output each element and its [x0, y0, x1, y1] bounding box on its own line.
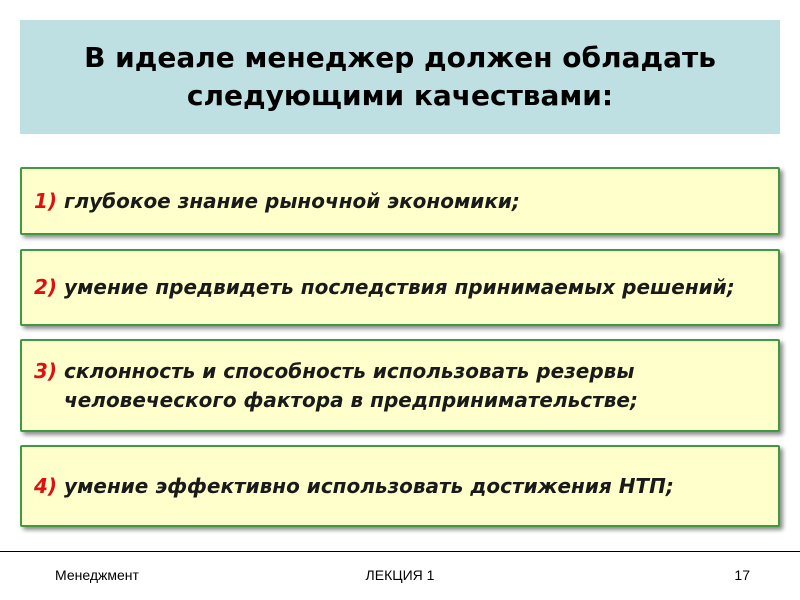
- list-item: [20, 167, 780, 235]
- footer-divider: [0, 551, 800, 552]
- list-item-text: [34, 273, 735, 302]
- list-item: [20, 249, 780, 326]
- footer-page-number: 17: [734, 567, 750, 583]
- list-item: [20, 339, 780, 432]
- slide-title: В идеале менеджер должен обладать следующими качествами:: [84, 41, 716, 112]
- footer-course-name: Менеджмент: [55, 567, 139, 583]
- list-item-text: [34, 187, 520, 216]
- list-item-text: [34, 357, 764, 415]
- footer-lecture-label: ЛЕКЦИЯ 1: [365, 567, 435, 583]
- list-item-label: умение эффективно использовать достижения НТП;: [57, 473, 674, 498]
- list-item-label: глубокое знание рыночной экономики;: [57, 188, 520, 213]
- list-item-label: склонность и способность использовать резервы человеческого фактора в предпринимательстве;: [57, 358, 638, 412]
- list-item-number: 1): [34, 188, 58, 213]
- list-item: [20, 445, 780, 527]
- title-box: [20, 20, 780, 134]
- list-item-number: 3): [34, 358, 58, 383]
- list-item-label: умение предвидеть последствия принимаемых решений;: [57, 275, 735, 299]
- list-item-number: 4): [34, 473, 58, 498]
- list-item-number: 2): [34, 275, 58, 299]
- list-item-text: [34, 472, 674, 501]
